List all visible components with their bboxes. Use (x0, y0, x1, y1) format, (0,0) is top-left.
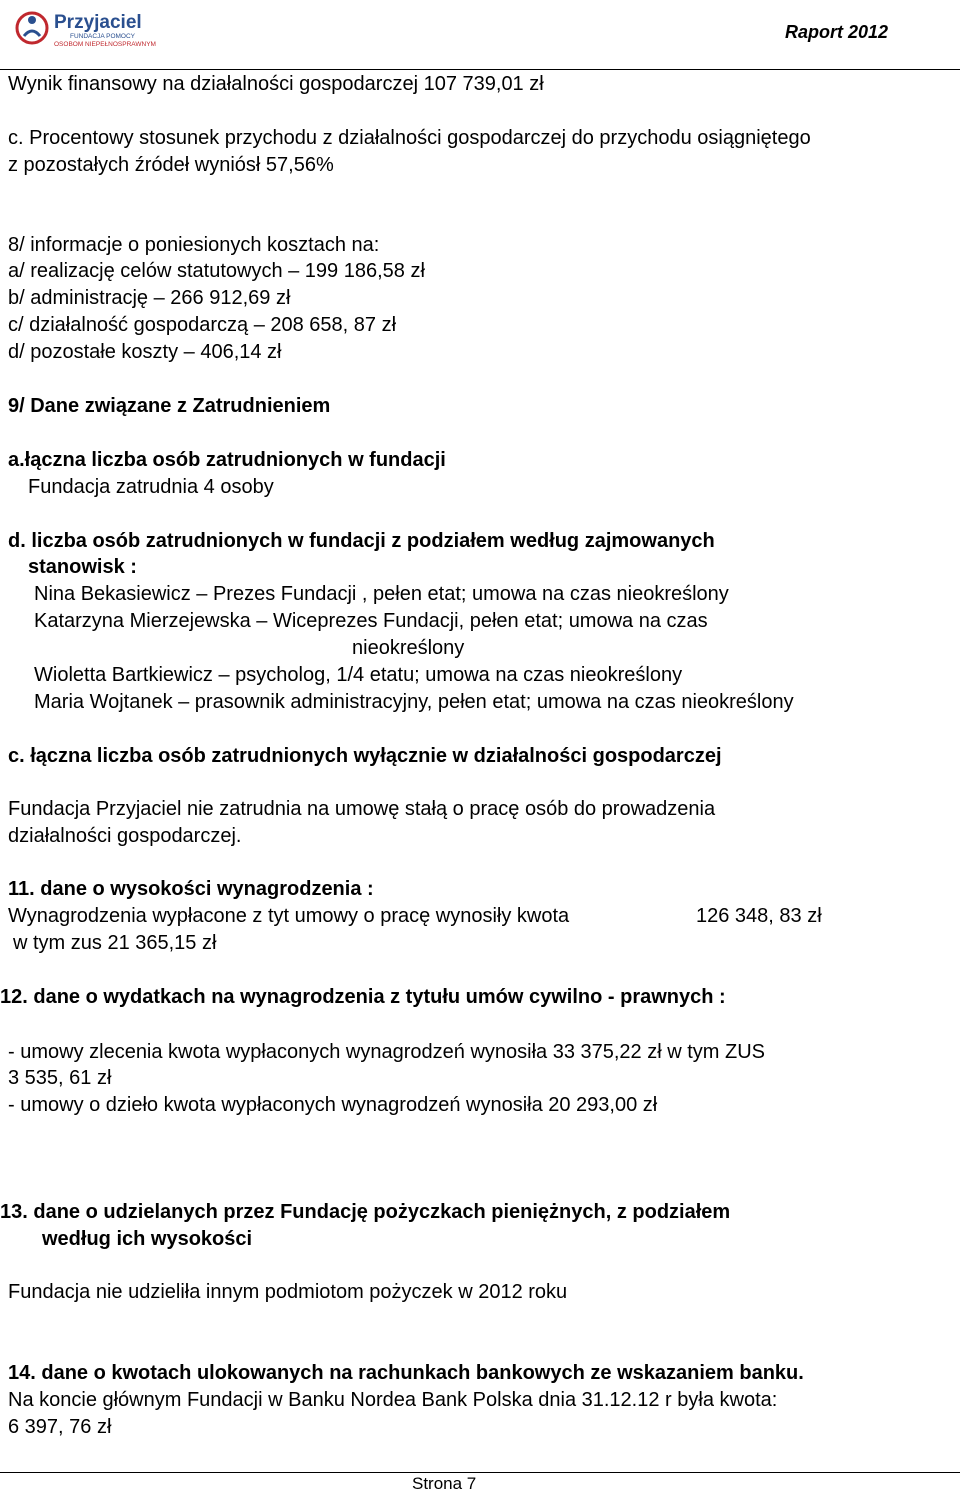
employee-2: Katarzyna Mierzejewska – Wiceprezes Fundacji, pełen etat; umowa na czas (34, 610, 708, 632)
employee-count-text: Fundacja zatrudnia 4 osoby (28, 476, 274, 498)
header-divider (0, 69, 960, 70)
cost-other: d/ pozostałe koszty – 406,14 zł (8, 341, 282, 363)
cost-statutory: a/ realizację celów statutowych – 199 186,58 zł (8, 260, 425, 282)
employment-heading: 9/ Dane związane z Zatrudnieniem (8, 395, 331, 417)
business-employees-text-1: Fundacja Przyjaciel nie zatrudnia na umowę stałą o pracę osób do prowadzenia (8, 798, 716, 820)
salary-amount: 126 348, 83 zł (696, 905, 822, 927)
employee-1: Nina Bekasiewicz – Prezes Fundacji , pełen etat; umowa na czas nieokreślony (34, 583, 729, 605)
salary-text: Wynagrodzenia wypłacone z tyt umowy o pracę wynosiły kwota (8, 905, 570, 927)
civil-contracts-heading: 12. dane o wydatkach na wynagrodzenia z tytułu umów cywilno - prawnych : (0, 986, 726, 1008)
logo-subtitle-2: OSOBOM NIEPEŁNOSPRAWNYM (54, 41, 156, 48)
bank-text-1: Na koncie głównym Fundacji w Banku Nordea Bank Polska dnia 31.12.12 r była kwota: (8, 1389, 778, 1411)
positions-heading-2: stanowisk : (28, 556, 137, 578)
employee-3: Wioletta Bartkiewicz – psycholog, 1/4 etatu; umowa na czas nieokreślony (34, 664, 683, 686)
costs-heading: 8/ informacje o poniesionych kosztach na: (8, 234, 380, 256)
bank-text-2: 6 397, 76 zł (8, 1416, 112, 1438)
loans-text: Fundacja nie udzieliła innym podmiotom pożyczek w 2012 roku (8, 1281, 568, 1303)
work-contracts-line: - umowy o dzieło kwota wypłaconych wynagrodzeń wynosiła 20 293,00 zł (8, 1094, 658, 1116)
percentage-line-1: c. Procentowy stosunek przychodu z działalności gospodarczej do przychodu osiągniętego (8, 127, 811, 149)
loans-heading-1: 13. dane o udzielanych przez Fundację pożyczkach pieniężnych, z podziałem (0, 1201, 731, 1223)
employee-count-heading: a.łączna liczba osób zatrudnionych w fundacji (8, 449, 446, 471)
employee-4: Maria Wojtanek – prasownik administracyjny, pełen etat; umowa na czas nieokreślony (34, 691, 794, 713)
foundation-logo (12, 6, 172, 52)
logo-subtitle-1: FUNDACJA POMOCY (70, 33, 136, 40)
bank-heading: 14. dane o kwotach ulokowanych na rachunkach bankowych ze wskazaniem banku. (8, 1362, 804, 1384)
financial-result: Wynik finansowy na działalności gospodarczej 107 739,01 zł (8, 73, 544, 95)
report-title: Raport 2012 (784, 22, 888, 42)
employee-2-cont: nieokreślony (352, 637, 465, 659)
footer-divider (0, 1472, 960, 1473)
percentage-line-2: z pozostałych źródeł wyniósł 57,56% (8, 154, 334, 176)
cost-administration: b/ administrację – 266 912,69 zł (8, 287, 291, 309)
loans-heading-2: według ich wysokości (42, 1228, 253, 1250)
positions-heading-1: d. liczba osób zatrudnionych w fundacji z podziałem według zajmowanych (8, 530, 715, 552)
salary-zus: w tym zus 21 365,15 zł (13, 932, 217, 954)
business-employees-heading: c. łączna liczba osób zatrudnionych wyłącznie w działalności gospodarczej (8, 745, 722, 767)
page-number: Strona 7 (412, 1474, 477, 1493)
business-employees-text-2: działalności gospodarczej. (8, 825, 242, 847)
mandate-contracts-line-2: 3 535, 61 zł (8, 1067, 112, 1089)
mandate-contracts-line-1: - umowy zlecenia kwota wypłaconych wynagrodzeń wynosiła 33 375,22 zł w tym ZUS (8, 1041, 766, 1063)
salary-heading: 11. dane o wysokości wynagrodzenia : (8, 878, 374, 900)
cost-business: c/ działalność gospodarczą – 208 658, 87 zł (8, 314, 397, 336)
logo-name: Przyjaciel (54, 12, 142, 33)
